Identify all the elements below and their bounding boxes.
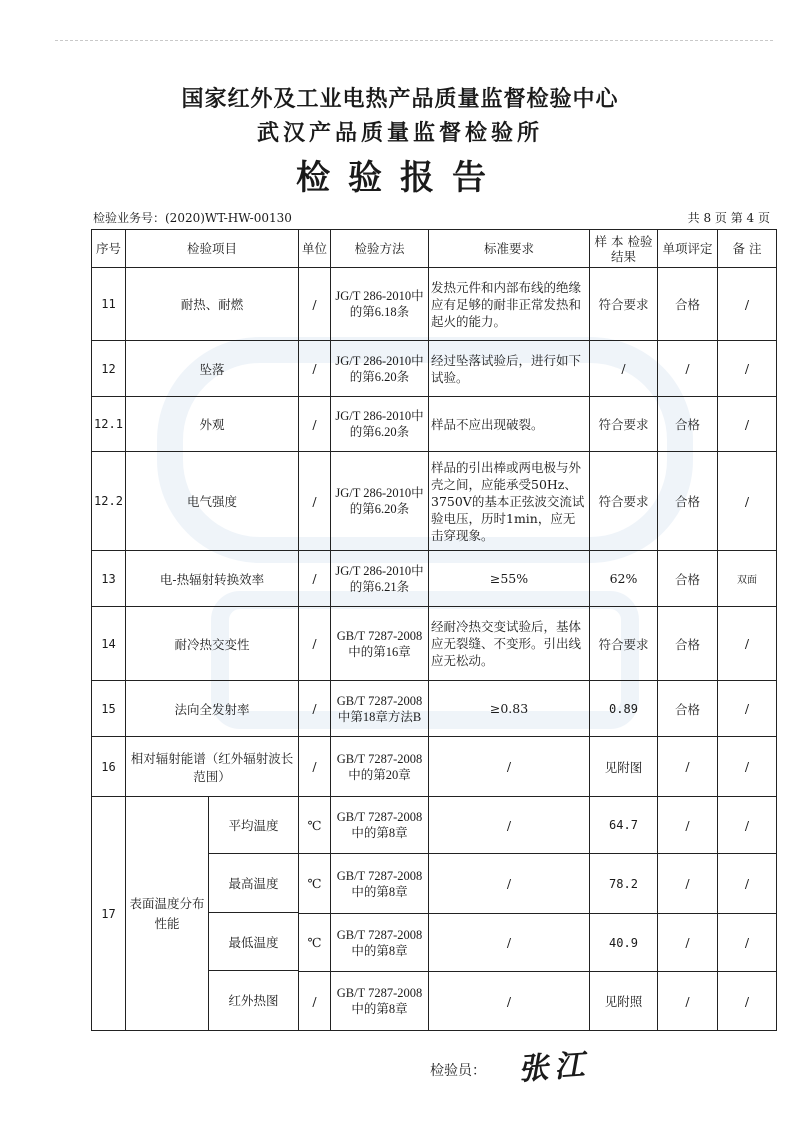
row-remark: /: [718, 397, 777, 452]
row-remark: /: [718, 341, 777, 397]
table-row: [92, 452, 777, 551]
table-header-row: [92, 230, 777, 268]
table-row: [92, 681, 777, 737]
row-item: 法向全发射率: [126, 681, 299, 737]
row-remark: /: [718, 681, 777, 737]
row-remark: /: [718, 268, 777, 341]
row-method: JG/T 286-2010中的第6.20条: [331, 452, 429, 551]
row-result: 符合要求: [590, 268, 658, 341]
row-unit: /: [299, 737, 331, 797]
row-method: GB/T 7287-2008中的第8章: [331, 913, 429, 972]
row-method: JG/T 286-2010中的第6.20条: [331, 397, 429, 452]
table-row: [92, 737, 777, 797]
row-item: 电气强度: [126, 452, 299, 551]
table-row: [92, 551, 777, 607]
table-row: [92, 397, 777, 452]
row-verdict: 合格: [658, 452, 718, 551]
row-unit: ℃: [299, 913, 331, 972]
group-sub-item: 最低温度: [209, 913, 298, 971]
row-no: 12: [92, 341, 126, 397]
row-requirement: 经耐冷热交变试验后，基体应无裂缝、不变形。引出线应无松动。: [429, 607, 590, 681]
row-remark: /: [718, 452, 777, 551]
row-item: 外观: [126, 397, 299, 452]
row-unit: ℃: [299, 797, 331, 854]
row-requirement: /: [429, 913, 590, 972]
row-remark: 双面: [718, 551, 777, 607]
table-row: [92, 268, 777, 341]
row-unit: /: [299, 551, 331, 607]
row-verdict: 合格: [658, 268, 718, 341]
group-sub-spacer: [209, 797, 298, 1030]
row-method: GB/T 7287-2008中的第16章: [331, 607, 429, 681]
row-no: 12.2: [92, 452, 126, 551]
top-divider: [55, 40, 773, 41]
row-requirement: 发热元件和内部布线的绝缘应有足够的耐非正常发热和起火的能力。: [429, 268, 590, 341]
row-no: 12.1: [92, 397, 126, 452]
group-cell: [126, 797, 299, 1031]
row-method: JG/T 286-2010中的第6.18条: [331, 268, 429, 341]
row-no: 14: [92, 607, 126, 681]
row-method: GB/T 7287-2008中的第20章: [331, 737, 429, 797]
row-method: GB/T 7287-2008中第18章方法B: [331, 681, 429, 737]
row-unit: /: [299, 972, 331, 1031]
row-result: 62%: [590, 551, 658, 607]
row-unit: /: [299, 607, 331, 681]
row-item: 电-热辐射转换效率: [126, 551, 299, 607]
inspector-label: 检验员：: [430, 1063, 486, 1079]
row-requirement: /: [429, 972, 590, 1031]
row-result: 40.9: [590, 913, 658, 972]
table-row: [92, 607, 777, 681]
row-no: 16: [92, 737, 126, 797]
row-verdict: /: [658, 913, 718, 972]
row-requirement: /: [429, 737, 590, 797]
row-item: 坠落: [126, 341, 299, 397]
row-verdict: 合格: [658, 607, 718, 681]
row-verdict: 合格: [658, 681, 718, 737]
row-item: 耐冷热交变性: [126, 607, 299, 681]
row-verdict: /: [658, 341, 718, 397]
row-no: 13: [92, 551, 126, 607]
row-requirement: /: [429, 797, 590, 854]
row-remark: /: [718, 913, 777, 972]
row-unit: /: [299, 268, 331, 341]
institute-title: 武汉产品质量监督检验所: [256, 120, 543, 146]
row-requirement: 样品不应出现破裂。: [429, 397, 590, 452]
row-result: 64.7: [590, 797, 658, 854]
row-no: 11: [92, 268, 126, 341]
task-number: 检验业务号：(2020)WT-HW-00130: [93, 211, 292, 225]
inspection-table: [91, 229, 777, 1031]
row-verdict: /: [658, 797, 718, 854]
row-method: GB/T 7287-2008中的第8章: [331, 972, 429, 1031]
page-indicator: 共 8 页 第 4 页: [687, 211, 770, 225]
col-item: 检验项目: [126, 230, 299, 268]
col-result: 样 本 检验结果: [590, 230, 658, 268]
row-no: 15: [92, 681, 126, 737]
row-verdict: /: [658, 854, 718, 914]
col-method: 检验方法: [331, 230, 429, 268]
col-no: 序号: [92, 230, 126, 268]
group-sub-item: 红外热图: [228, 993, 279, 1008]
row-remark: /: [718, 854, 777, 914]
row-method: GB/T 7287-2008中的第8章: [331, 854, 429, 914]
row-method: JG/T 286-2010中的第6.20条: [331, 341, 429, 397]
inspector-signature: 张江: [517, 1047, 592, 1088]
row-remark: /: [718, 972, 777, 1031]
row-verdict: /: [658, 737, 718, 797]
row-requirement: /: [429, 854, 590, 914]
row-remark: /: [718, 797, 777, 854]
row-unit: ℃: [299, 854, 331, 914]
row-unit: /: [299, 681, 331, 737]
col-verdict: 单项评定: [658, 230, 718, 268]
table-row: [92, 341, 777, 397]
report-title: 检验报告: [296, 158, 504, 198]
row-result: 符合要求: [590, 452, 658, 551]
row-result: 见附图: [590, 737, 658, 797]
group-item-label: 表面温度分布性能: [126, 797, 209, 1030]
col-requirement: 标准要求: [429, 230, 590, 268]
table-row: [92, 797, 777, 854]
row-verdict: /: [658, 972, 718, 1031]
row-method: GB/T 7287-2008中的第8章: [331, 797, 429, 854]
row-item: 耐热、耐燃: [126, 268, 299, 341]
row-requirement: ≥0.83: [429, 681, 590, 737]
row-result: 0.89: [590, 681, 658, 737]
row-result: 78.2: [590, 854, 658, 914]
row-unit: /: [299, 341, 331, 397]
group-sub-item: 最高温度: [209, 854, 298, 913]
row-unit: /: [299, 397, 331, 452]
row-result: 见附照: [590, 972, 658, 1031]
row-item: 相对辐射能谱（红外辐射波长范围）: [126, 737, 299, 797]
row-requirement: 样品的引出棒或两电极与外壳之间，应能承受50Hz、3750V的基本正弦波交流试验电压，历时1min，应无击穿现象。: [429, 452, 590, 551]
row-method: JG/T 286-2010中的第6.21条: [331, 551, 429, 607]
row-remark: /: [718, 607, 777, 681]
row-verdict: 合格: [658, 397, 718, 452]
col-unit: 单位: [299, 230, 331, 268]
row-no: 17: [92, 797, 126, 1031]
row-verdict: 合格: [658, 551, 718, 607]
row-remark: /: [718, 737, 777, 797]
row-result: 符合要求: [590, 397, 658, 452]
org-title: 国家红外及工业电热产品质量监督检验中心: [181, 86, 619, 112]
row-requirement: 经过坠落试验后，进行如下试验。: [429, 341, 590, 397]
row-result: 符合要求: [590, 607, 658, 681]
row-result: /: [590, 341, 658, 397]
col-remark: 备 注: [718, 230, 777, 268]
row-requirement: ≥55%: [429, 551, 590, 607]
group-sub-item: 平均温度: [209, 797, 298, 854]
row-unit: /: [299, 452, 331, 551]
